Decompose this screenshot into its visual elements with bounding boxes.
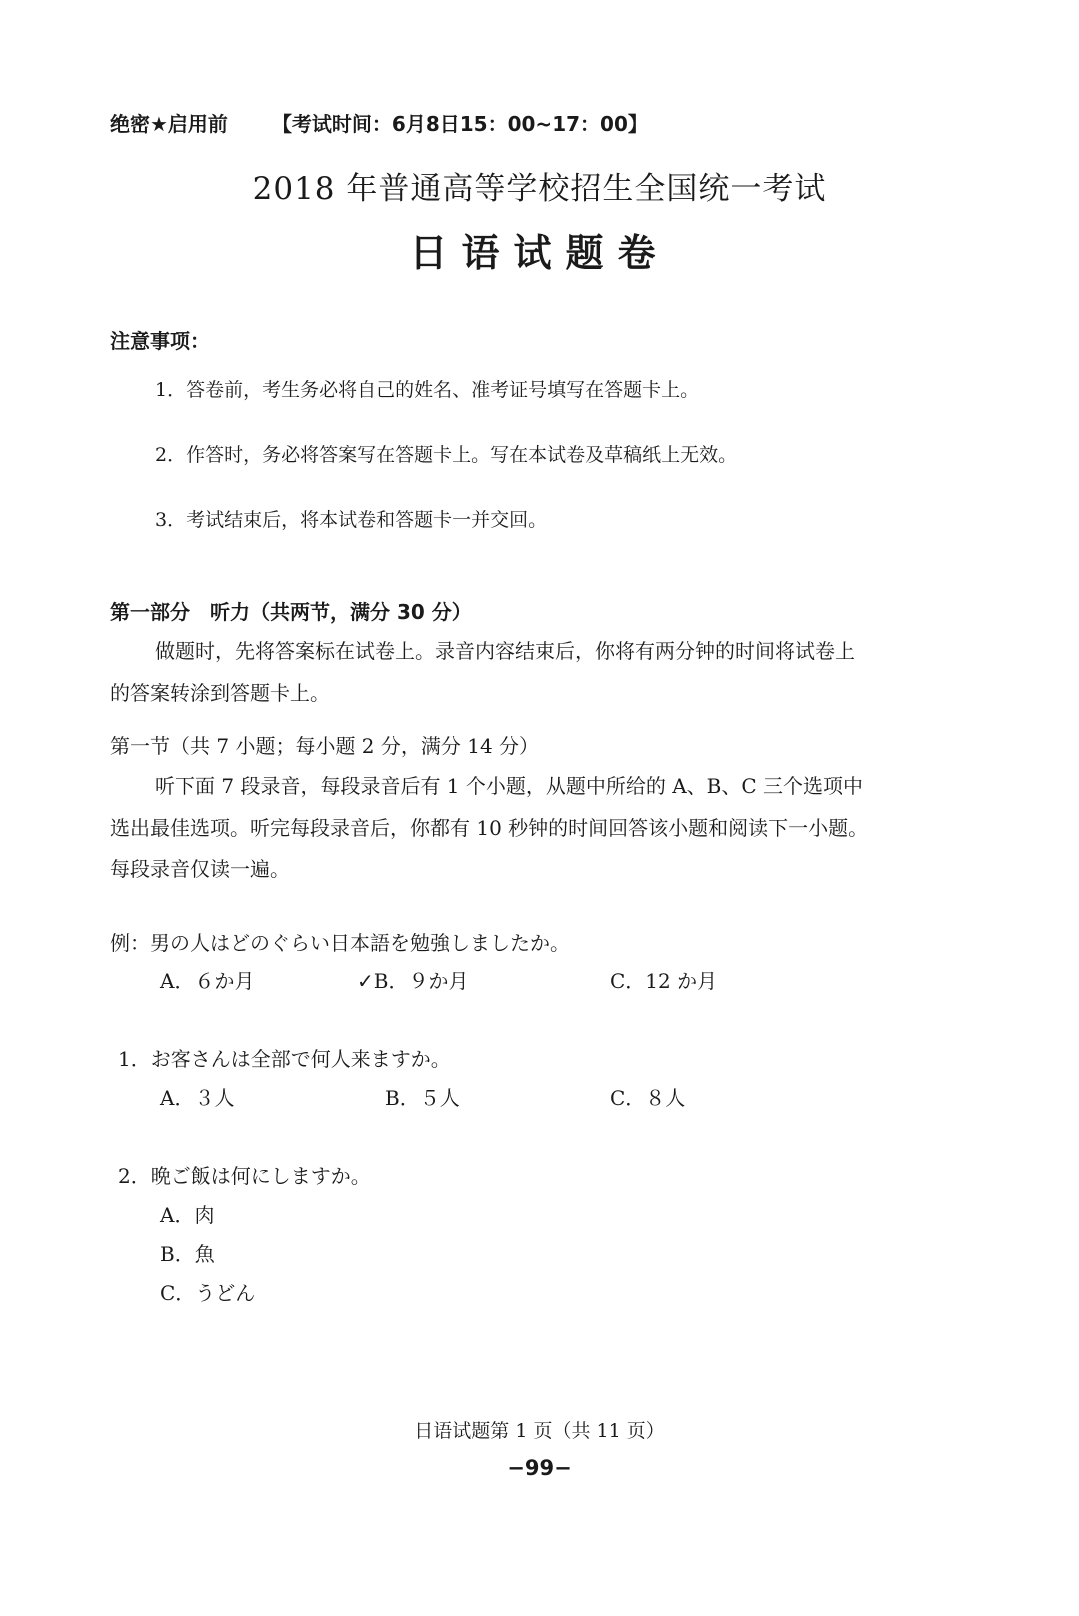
example-option-a: A．６か月: [160, 969, 255, 993]
notice-title: 注意事项：: [110, 329, 210, 353]
notice-item: 2．作答时，务必将答案写在答题卡上。写在本试卷及草稿纸上无效。: [155, 444, 738, 466]
exam-header: [110, 108, 648, 137]
part1-intro-line: 的答案转涂到答题卡上。: [110, 681, 330, 705]
part1-intro-line: 做题时，先将答案标在试卷上。录音内容结束后，你将有两分钟的时间将试卷上: [155, 639, 855, 663]
question-2: 2．晩ご飯は何にしますか。: [118, 1164, 371, 1188]
example-option-b: ✓B．９か月: [357, 969, 469, 993]
question-2-option-c: C．うどん: [160, 1281, 256, 1305]
notice-item: 3．考试结束后，将本试卷和答题卡一并交回。: [155, 509, 548, 531]
exam-time: 【考试时间：6月8日15：00~17：00】: [271, 112, 648, 136]
exam-title: 2018 年普通高等学校招生全国统一考试: [252, 171, 827, 207]
page-info: 日语试题第 1 页（共 11 页）: [414, 1420, 665, 1442]
question-1-option-a: A．３人: [160, 1086, 235, 1110]
question-2-option-b: B．魚: [160, 1242, 215, 1266]
exam-subject-title: 日语试题卷: [409, 231, 670, 275]
section1-instruction-line: 听下面 7 段录音，每段录音后有 1 个小题，从题中所给的 A、B、C 三个选项中: [155, 774, 864, 798]
page-number: −99−: [507, 1456, 572, 1480]
section1-title: 第一节（共 7 小题；每小题 2 分，满分 14 分）: [110, 734, 540, 758]
question-2-option-a: A．肉: [160, 1203, 215, 1227]
question-1-option-c: C．８人: [610, 1086, 686, 1110]
notice-item: 1．答卷前，考生务必将自己的姓名、准考证号填写在答题卡上。: [155, 379, 700, 401]
example-question: 例：男の人はどのぐらい日本語を勉強しましたか。: [110, 931, 570, 955]
example-option-c: C．12 か月: [610, 969, 718, 993]
secret-label: 绝密★启用前: [110, 112, 228, 136]
question-1: 1．お客さんは全部で何人来ますか。: [118, 1047, 451, 1071]
section1-instruction-line: 每段录音仅读一遍。: [110, 857, 290, 881]
section1-instruction-line: 选出最佳选项。听完每段录音后，你都有 10 秒钟的时间回答该小题和阅读下一小题。: [110, 816, 869, 840]
question-1-option-b: B．５人: [385, 1086, 460, 1110]
part1-title: 第一部分 听力（共两节，满分 30 分）: [110, 600, 472, 624]
